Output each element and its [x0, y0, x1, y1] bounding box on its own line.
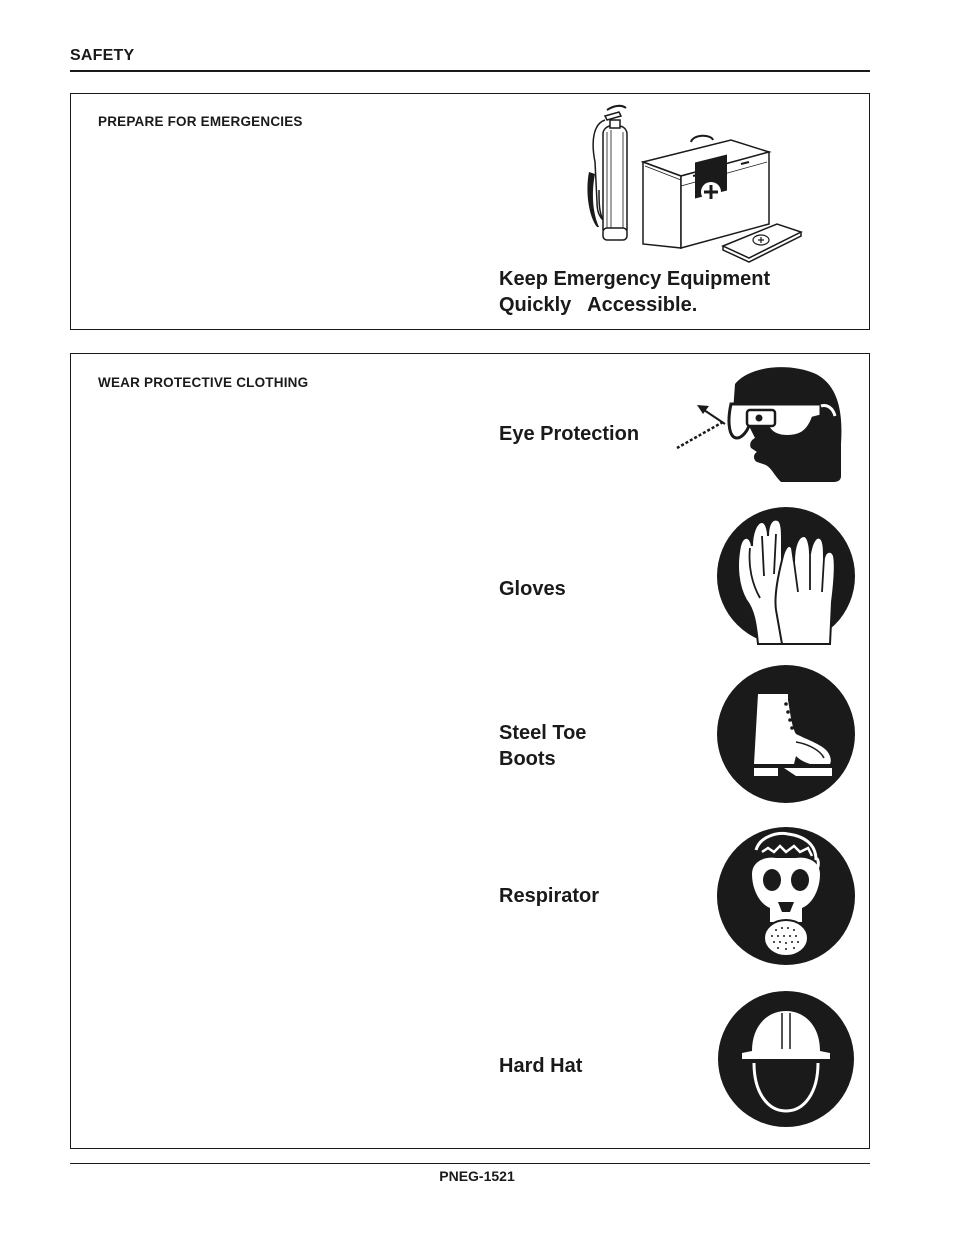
steel-toe-boots-label: Steel Toe Boots [499, 722, 587, 770]
gloves-label: Gloves [499, 578, 566, 600]
steel-toe-boot-icon [716, 664, 856, 804]
eye-protection-icon [671, 364, 846, 486]
emergency-caption: Keep Emergency Equipment Quickly Accessible. [499, 268, 771, 316]
respirator-icon [716, 826, 856, 966]
fire-extinguisher-icon [583, 102, 635, 247]
protective-clothing-panel [70, 353, 870, 1149]
footer-divider [70, 1163, 870, 1164]
document-code: PNEG-1521 [439, 1168, 515, 1184]
first-aid-booklet-icon [721, 222, 803, 264]
header-divider [70, 70, 870, 72]
hard-hat-label: Hard Hat [499, 1055, 583, 1077]
section-title: SAFETY [70, 47, 135, 64]
emergency-heading: PREPARE FOR EMERGENCIES [98, 114, 303, 129]
respirator-label: Respirator [499, 885, 600, 907]
hard-hat-icon [716, 989, 856, 1129]
eye-protection-label: Eye Protection [499, 423, 640, 445]
protective-heading: WEAR PROTECTIVE CLOTHING [98, 375, 309, 390]
gloves-icon [716, 506, 856, 646]
emergency-panel [70, 93, 870, 330]
